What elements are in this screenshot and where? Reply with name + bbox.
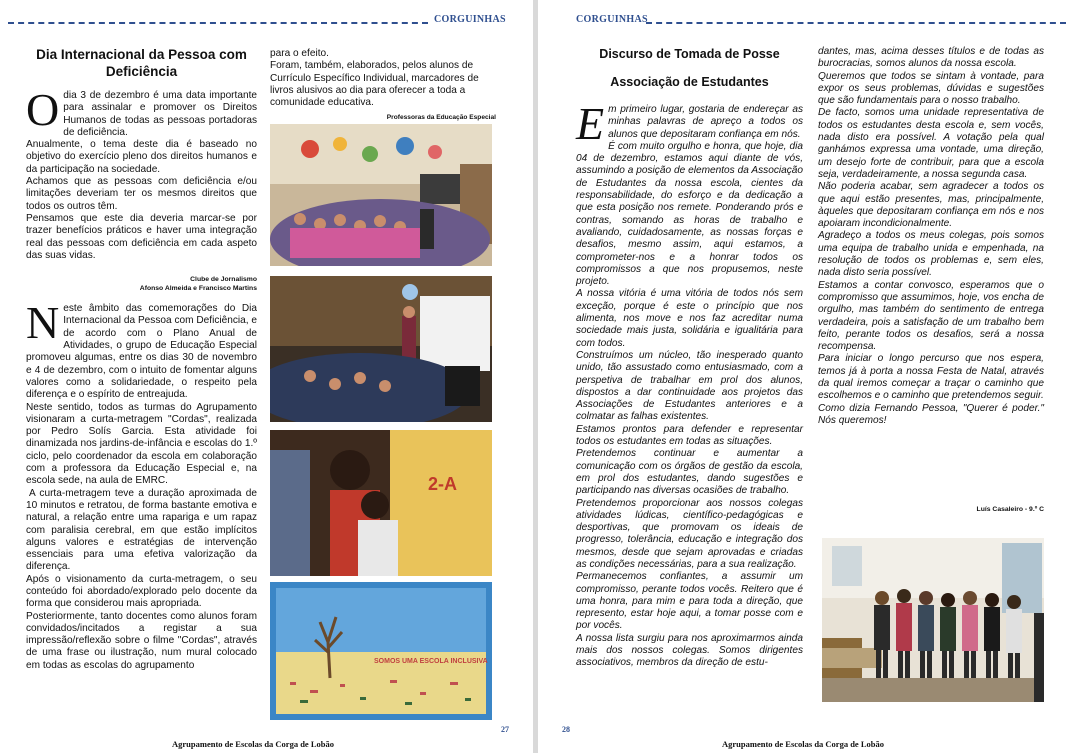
paragraph: Como dizia Fernando Pessoa, "Querer é poder." Nós queremos! (818, 402, 1044, 426)
paragraph: Achamos que as pessoas com deficiência e/ou limitações deveriam ter os mesmos direitos que todos os outros têm. (26, 176, 257, 212)
left-page (0, 0, 533, 753)
signature: Clube de Jornalismo Afonso Almeida e Francisco Martins (139, 276, 257, 292)
projection-photo (270, 276, 492, 422)
left-column-2 (270, 48, 497, 109)
drop-cap: O (26, 84, 60, 135)
paragraph: Pensamos que este dia deveria marcar-se por trazer benefícios práticos e haver uma integração real das pessoas com deficiência em cada aspeto das suas vidas. (26, 212, 257, 261)
right-column-1 (576, 46, 803, 670)
paragraph: Anualmente, o tema deste dia é baseado no objetivo do exercício pleno dos direitos humanos e da participação na sociedade. (26, 139, 257, 175)
paragraph: Agradeço a todos os meus colegas, pois somos uma equipa de trabalho unida e empenhada, na resolução de todos os problemas e, sem eles, nada disto seria possível. (818, 230, 1044, 279)
paragraph: Estamos prontos para defender e representar todos os estudantes em todas as situações. (576, 423, 803, 448)
paragraph: Posteriormente, tanto docentes como alunos foram convidados/incitados a registar a sua impressão/reflexão sobre o filme "Cordas", através de uma frase ou ilustração, num mural colocado em todas as escolas do agrupamento (26, 610, 257, 671)
paragraph: Após o visionamento da curta-metragem, o seu conteúdo foi abordado/explorado pelo docente da forma que considerou mais apropriada. (26, 573, 257, 610)
mural-photo (270, 582, 492, 720)
paragraph: Pretendemos proporcionar aos nossos colegas atividades lúdicas, científico-pedagógicas e desportivas, que promovam os ideais de progresso, tolerância, educação e integração dos mesmos, desde que sejam aprovadas e criadas as condições necessárias, para a sua realização. (576, 497, 803, 570)
paragraph: A nossa lista surgiu para nos aproximarmos ainda mais dos nossos colegas. Somos dirigentes associativos, membros da direção de estu- (576, 632, 803, 669)
right-column-2 (818, 46, 1044, 427)
footer-label: Agrupamento de Escolas da Corga de Lobão (722, 739, 884, 749)
mural-text: SOMOS UMA ESCOLA INCLUSIVA (374, 658, 488, 665)
left-column-1 (26, 46, 257, 672)
paragraph: Queremos que todos se sintam à vontade, para expor os seus problemas, dúvidas e sugestões que são fundamentais para o nosso trabalho. (818, 70, 1044, 107)
page-number: 28 (562, 725, 570, 734)
footer-label: Agrupamento de Escolas da Corga de Lobão (172, 739, 334, 749)
classroom-photo (270, 124, 492, 266)
article-subtitle: Associação de Estudantes (610, 75, 769, 89)
paragraph: Permanecemos confiantes, a assumir um compromisso, perante todos vocês. Reitero que é uma honra, para mim e para toda a direção, que represento, estar hoje aqui, a tomar posse com e por vocês. (576, 571, 803, 632)
paragraph: dantes, mas, acima desses títulos e de todas as burocracias, somos alunos da nossa escola. (818, 46, 1044, 70)
poster-photo (270, 430, 492, 576)
drop-cap: N (26, 297, 60, 349)
paragraph: Neste sentido, todos as turmas do Agrupamento visionaram a curta-metragem "Cordas", realizada por Pedro Solís Garcia. Esta atividade foi dinamizada nos jardins-de-infância e escolas do 1.º ciclo, pelo coordenador da escola em colaboração com a professora da Educação Especial e, na escola sede, na aula de EMRC. (26, 401, 257, 487)
paragraph: Em primeiro lugar, gostaria de endereçar as minhas palavras de apreço a todos os alunos que depositaram confiança em nós. (576, 98, 803, 149)
photo-caption: Professoras da Educação Especial (386, 114, 496, 121)
article-title: Discurso de Tomada de Posse (599, 47, 780, 61)
paragraph: É com muito orgulho e honra, que hoje, dia 04 de dezembro, estamos aqui diante de vós, assumindo a posição de elementos da Associação de Estudantes da nossa escola, cientes da responsabilidade, do esforço e da dedicação a que esta posição nos remete. Ponderando prós e contras, somando as horas de trabalho e avaliando, cuidadosamente, as nossas forças e desafios, mesmo assim, aqui estamos, a comprometer-nos e a honrar todos os compromissos a que nos propusemos, neste projeto. (576, 140, 803, 288)
students-photo (822, 538, 1044, 702)
paragraph: Estamos a contar convosco, esperamos que o compromisso que assumimos, hoje, vos encha de orgulho, mas também do sentimento de entrega verdadeira, pois a satisfação de um trabalho bem feito, perante todos os desafios, será a nossa recompensa. (818, 279, 1044, 353)
poster-text: 2-A (428, 474, 458, 494)
paragraph: Odia 3 de dezembro é uma data importante para assinalar e promover os Direitos Humanos de todas as pessoas portadoras de deficiência. (26, 84, 257, 138)
header-rule (8, 22, 428, 24)
article-title: Dia Internacional da Pessoa com Deficiência (36, 47, 247, 79)
right-page (538, 0, 1071, 753)
paragraph: Pretendemos continuar e aumentar a comunicação com os órgãos de gestão da escola, em prol dos estudantes, dando sugestões e participando nas diversas ocasiões de trabalho. (576, 448, 803, 497)
paragraph: Para iniciar o longo percurso que nos espera, temos já à porta a nossa Festa de Natal, através da qual iremos começar a traçar o caminho que escolhemos e o caminho que pretendemos seguir. (818, 353, 1044, 402)
header-label: CORGUINHAS (576, 14, 648, 25)
paragraph: A nossa vitória é uma vitória de todos nós sem exceção, porque é este o princípio que nos alimenta, nos move e nos faz acreditar numa sociedade mais justa, solidária e igualitária para com todos. (576, 288, 803, 349)
paragraph: Neste âmbito das comemorações do Dia Internacional da Pessoa com Deficiência, e de acordo com o Plano Anual de Atividades, o grupo de Educação Especial promoveu algumas, entre os dias 30 de novembro e 4 de dezembro, com o intuito de fomentar alguns valores como a solidariedade, o respeito pela diferença e o espírito de entreajuda. (26, 297, 257, 401)
paragraph: Construímos um núcleo, tão inesperado quanto unido, tão assustado como entusiasmado, com a perspetiva de trabalhar em prol dos alunos, dispostos a dar continuidade aos projetos das Associações de Estudantes anteriores e a colmatar as falhas existentes. (576, 349, 803, 423)
paragraph: Foram, também, elaborados, pelos alunos de Currículo Específico Individual, marcadores de livros alusivos ao dia para oferecer a toda a comunidade educativa. (270, 60, 479, 109)
paragraph: para o efeito. (270, 48, 329, 59)
paragraph: A curta-metragem teve a duração aproximada de 10 minutos e retratou, de forma bastante emotiva e natural, a relação entre uma rapariga e um rapaz com paralisia cerebral, em que estão implícitos alguns valores e estratégias de intervenção essenciais para uma efetiva valorização da diferença. (26, 487, 257, 573)
paragraph: De facto, somos uma unidade representativa de todos os estudantes desta escola e, sem vocês, nada disto era possível. A votação pela qual ganhámos expressa uma vontade, uma direção, um desejo forte de contribuir, para que a escola seja, verdadeiramente, a nossa segunda casa. (818, 107, 1044, 180)
header-rule (646, 22, 1066, 24)
page-number: 27 (501, 725, 509, 734)
drop-cap: E (576, 98, 605, 149)
header-label: CORGUINHAS (434, 14, 506, 25)
signature: Luís Casaleiro - 9.º C (976, 506, 1044, 513)
paragraph: Não poderia acabar, sem agradecer a todos os que aqui estão presentes, mas, principalmente, àqueles que depositaram confiança em nós e nos apoiaram incondicionalmente. (818, 181, 1044, 230)
